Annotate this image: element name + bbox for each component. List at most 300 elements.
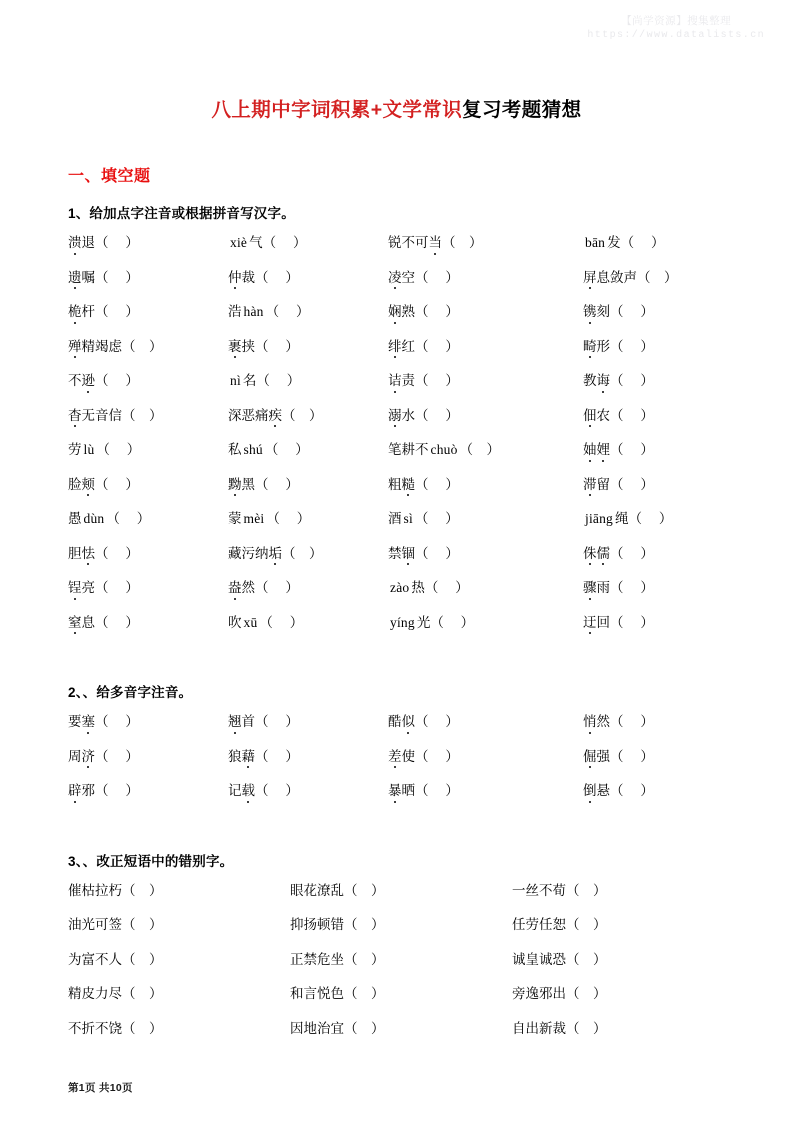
term-text: 形 (596, 338, 610, 354)
exercise-item (388, 616, 583, 630)
answer-blank[interactable]: （ ） (637, 269, 678, 285)
answer-blank[interactable]: （ ） (414, 511, 459, 526)
exercise-term (583, 305, 610, 319)
exercise-term (68, 581, 95, 595)
term-text: 热 (411, 580, 425, 595)
page-footer: 第1页 共10页 (68, 1082, 133, 1094)
exercise-item (228, 478, 388, 492)
answer-blank[interactable]: （ ） (415, 269, 459, 285)
answer-blank[interactable]: （ ） (95, 545, 139, 561)
answer-blank[interactable]: （ ） (415, 407, 459, 423)
exercise-item (388, 512, 583, 526)
exercise-term (388, 547, 415, 561)
answer-blank[interactable]: （ ） (620, 235, 665, 250)
exercise-term (68, 512, 106, 526)
exercise-term (512, 884, 566, 898)
exercise-term (68, 616, 95, 630)
term-text: 眼花潦乱 (290, 882, 344, 898)
term-text: 退 (81, 235, 95, 250)
term-text: 为富不人 (68, 951, 122, 967)
answer-blank[interactable]: （ ） (566, 1020, 607, 1036)
exercise-item (388, 271, 583, 285)
term-text: 正禁危坐 (290, 951, 344, 967)
term-text: 晒 (401, 783, 415, 798)
term-text: 酒 (388, 511, 402, 526)
answer-blank[interactable]: （ ） (415, 545, 459, 561)
emphasis-dotted-char: 屏 (583, 269, 597, 285)
exercise-term (68, 547, 95, 561)
emphasis-dotted-char: 佃 (583, 407, 597, 423)
pinyin-text: xiè (230, 235, 248, 250)
exercise-item (583, 271, 728, 285)
exercise-term (228, 512, 266, 526)
answer-blank[interactable]: （ ） (95, 614, 139, 630)
term-text: 杆 (81, 304, 95, 319)
term-text: 蒙 (228, 511, 242, 526)
term-text: 锐不可 (388, 235, 429, 250)
exercise-term (290, 987, 344, 1001)
exercise-item (228, 409, 388, 423)
term-text: 诚皇诚恐 (512, 951, 566, 967)
exercise-item (583, 409, 728, 423)
answer-blank[interactable]: （ ） (415, 304, 459, 319)
term-text: 责 (401, 373, 415, 388)
term-text: 周 (68, 748, 82, 764)
exercise-item (583, 512, 728, 526)
exercise-item (228, 305, 388, 319)
pinyin-text: nì (230, 373, 241, 388)
term-text: 藏污纳 (228, 545, 269, 561)
answer-blank[interactable]: （ ） (566, 951, 607, 967)
exercise-term (388, 374, 415, 388)
emphasis-dotted-char: 倒 (583, 783, 597, 798)
exercise-term (68, 1022, 122, 1036)
answer-blank[interactable]: （ ） (415, 783, 459, 798)
answer-blank[interactable]: （ ） (610, 304, 654, 319)
answer-blank[interactable]: （ ） (566, 882, 607, 898)
exercise-term (388, 236, 442, 250)
emphasis-dotted-char: 垢 (268, 545, 282, 561)
answer-blank[interactable]: （ ） (255, 269, 299, 285)
emphasis-dotted-char: 黝 (228, 476, 242, 492)
emphasis-dotted-char: 塞 (81, 714, 95, 729)
term-text: 裁 (241, 269, 255, 285)
answer-blank[interactable]: （ ） (610, 714, 654, 729)
pinyin-text: lù (83, 442, 95, 457)
answer-blank[interactable]: （ ） (610, 748, 654, 764)
term-text: 水 (401, 407, 415, 423)
answer-blank[interactable]: （ ） (122, 986, 163, 1001)
exercise-term (583, 547, 610, 561)
emphasis-dotted-char: 逊 (81, 373, 95, 388)
emphasis-dotted-char: 辟 (68, 783, 82, 798)
exercise-term (68, 987, 122, 1001)
exercise-item (228, 340, 388, 354)
answer-blank[interactable]: （ ） (610, 580, 654, 595)
answer-blank[interactable]: （ ） (344, 917, 385, 932)
exercise-item (228, 750, 388, 764)
emphasis-dotted-char: 仲 (228, 269, 242, 285)
answer-blank[interactable]: （ ） (566, 917, 607, 932)
exercise-item (583, 547, 728, 561)
document-content (68, 163, 728, 1035)
exercise-term (388, 340, 415, 354)
exercise-item (68, 784, 228, 798)
answer-blank[interactable]: （ ） (266, 511, 311, 526)
answer-blank[interactable]: （ ） (95, 748, 139, 764)
term-text: 自出新裁 (512, 1020, 566, 1036)
exercise-item (512, 1022, 728, 1036)
answer-blank[interactable]: （ ） (430, 614, 475, 630)
exercise-term (68, 884, 122, 898)
emphasis-dotted-char: 遗 (68, 269, 82, 285)
term-text: 绳 (615, 511, 629, 526)
emphasis-dotted-char: 窒 (68, 614, 82, 630)
emphasis-dotted-char: 溃 (68, 235, 82, 250)
answer-blank[interactable]: （ ） (122, 338, 163, 354)
exercise-item (388, 547, 583, 561)
exercise-term (228, 715, 255, 729)
exercise-item (388, 443, 583, 457)
exercise-item (583, 478, 728, 492)
answer-blank[interactable]: （ ） (96, 442, 141, 457)
exercise-term (388, 443, 460, 457)
answer-blank[interactable]: （ ） (255, 783, 299, 798)
exercise-item (512, 953, 728, 967)
answer-blank[interactable]: （ ） (415, 714, 459, 729)
term-text: 光 (416, 614, 431, 630)
answer-blank[interactable]: （ ） (122, 1020, 163, 1036)
answer-blank[interactable]: （ ） (415, 748, 459, 764)
term-text: 笔耕不 (388, 442, 429, 457)
term-text: 粗 (388, 476, 402, 492)
exercise-term (388, 784, 415, 798)
answer-blank[interactable]: （ ） (122, 407, 163, 423)
term-text: 使 (401, 748, 415, 764)
section-heading-fill-in-blank: 一、填空题 (68, 168, 151, 185)
answer-blank[interactable]: （ ） (628, 511, 673, 526)
pinyin-text: sì (403, 511, 413, 526)
answer-blank[interactable]: （ ） (255, 748, 299, 764)
exercise-item (388, 305, 583, 319)
exercise-item (68, 271, 228, 285)
exercise-term (228, 271, 255, 285)
exercise-term (68, 443, 96, 457)
answer-blank[interactable]: （ ） (282, 545, 323, 561)
exercise-item (228, 512, 388, 526)
exercise-term (512, 1022, 566, 1036)
term-text: 旁逸邪出 (512, 986, 566, 1001)
emphasis-dotted-char: 当 (428, 235, 442, 250)
exercise-item (583, 305, 728, 319)
emphasis-dotted-char: 凌 (388, 269, 402, 285)
exercise-term (583, 581, 610, 595)
exercise-term (388, 616, 430, 630)
pinyin-text: xū (243, 614, 258, 630)
answer-blank[interactable]: （ ） (262, 235, 307, 250)
emphasis-dotted-char: 绯 (388, 338, 402, 354)
answer-blank[interactable]: （ ） (264, 442, 309, 457)
answer-blank[interactable]: （ ） (415, 373, 459, 388)
answer-blank[interactable]: （ ） (255, 476, 299, 492)
exercise-item (583, 374, 728, 388)
answer-blank[interactable]: （ ） (106, 511, 151, 526)
exercise-term (228, 616, 259, 630)
exercise-item (228, 581, 388, 595)
exercise-item (68, 581, 228, 595)
term-text: 留 (596, 476, 610, 492)
answer-blank[interactable]: （ ） (255, 714, 299, 729)
answer-blank[interactable]: （ ） (415, 338, 459, 354)
exercise-term (68, 953, 122, 967)
term-text: 嘱 (81, 269, 95, 285)
term-text: 强 (596, 748, 610, 764)
exercise-item (388, 581, 583, 595)
exercise-item (228, 715, 388, 729)
exercise-item (228, 443, 388, 457)
exercise-term (228, 784, 255, 798)
exercise-item (290, 1022, 512, 1036)
exercise-term (228, 750, 255, 764)
term-text: 愚 (68, 511, 82, 526)
term-text: 悬 (596, 783, 610, 798)
exercise-term (583, 443, 610, 457)
exercise-term (583, 512, 629, 526)
exercise-item (228, 271, 388, 285)
answer-blank[interactable]: （ ） (122, 951, 163, 967)
question-3-heading: 3、、改正短语中的错别字。 (68, 853, 234, 869)
emphasis-dotted-char: 殚 (68, 338, 82, 354)
exercise-item (290, 884, 512, 898)
term-text: 禁 (388, 545, 402, 561)
exercise-term (68, 478, 95, 492)
answer-blank[interactable]: （ ） (610, 373, 654, 388)
exercise-item (388, 409, 583, 423)
emphasis-dotted-char: 儒 (596, 545, 610, 561)
answer-blank[interactable]: （ ） (122, 882, 163, 898)
answer-blank[interactable]: （ ） (95, 476, 139, 492)
answer-blank[interactable]: （ ） (610, 442, 654, 457)
answer-blank[interactable]: （ ） (95, 304, 139, 319)
answer-blank[interactable]: （ ） (95, 269, 139, 285)
answer-blank[interactable]: （ ） (344, 882, 385, 898)
exercise-term (228, 409, 282, 423)
exercise-term (583, 409, 610, 423)
exercise-item (68, 884, 290, 898)
term-text: 深恶痛 (228, 407, 269, 423)
answer-blank[interactable]: （ ） (122, 917, 163, 932)
question-2-heading: 2、、给多音字注音。 (68, 685, 193, 700)
exercise-term (583, 784, 610, 798)
question-1-grid (68, 236, 728, 629)
exercise-item (388, 236, 583, 250)
term-text: 熟 (401, 304, 415, 319)
exercise-item (228, 547, 388, 561)
answer-blank[interactable]: （ ） (610, 338, 654, 354)
answer-blank[interactable]: （ ） (610, 407, 654, 423)
emphasis-dotted-char: 翘 (228, 714, 242, 729)
emphasis-dotted-char: 暴 (388, 783, 402, 798)
answer-blank[interactable]: （ ） (610, 545, 654, 561)
exercise-term (290, 918, 344, 932)
exercise-item (68, 547, 228, 561)
term-text: 和言悦色 (290, 986, 344, 1001)
exercise-term (583, 271, 637, 285)
exercise-term (68, 374, 95, 388)
exercise-item (388, 340, 583, 354)
answer-blank[interactable]: （ ） (259, 614, 304, 630)
term-text: 然 (596, 714, 610, 729)
term-text: 名 (242, 373, 257, 388)
exercise-term (68, 750, 95, 764)
exercise-term (68, 236, 95, 250)
exercise-term (388, 409, 415, 423)
emphasis-dotted-char: 盎 (228, 580, 242, 595)
answer-blank[interactable]: （ ） (95, 235, 139, 250)
term-text: 一丝不荀 (512, 882, 566, 898)
term-text: 雨 (596, 580, 610, 595)
term-text: 农 (596, 407, 610, 423)
exercise-item (68, 236, 228, 250)
answer-blank[interactable]: （ ） (256, 373, 301, 388)
answer-blank[interactable]: （ ） (255, 580, 299, 595)
answer-blank[interactable]: （ ） (344, 951, 385, 967)
exercise-item (583, 784, 728, 798)
exercise-item (388, 715, 583, 729)
term-text: 油光可签 (68, 917, 122, 932)
emphasis-dotted-char: 娌 (596, 442, 610, 457)
emphasis-dotted-char: 迂 (583, 614, 597, 630)
answer-blank[interactable]: （ ） (344, 1020, 385, 1036)
pinyin-text: chuò (430, 442, 458, 457)
exercise-term (68, 715, 95, 729)
exercise-item (68, 616, 228, 630)
term-text: 私 (228, 442, 242, 457)
term-text: 红 (401, 338, 415, 354)
term-text: 要 (68, 714, 82, 729)
exercise-item (68, 1022, 290, 1036)
exercise-item (388, 784, 583, 798)
emphasis-dotted-char: 畸 (583, 338, 597, 354)
term-text: 空 (401, 269, 415, 285)
exercise-item (583, 581, 728, 595)
exercise-term (228, 340, 255, 354)
page-title-black: 复习考题猜想 (462, 99, 582, 121)
exercise-item (68, 374, 228, 388)
emphasis-dotted-char: 疾 (268, 407, 282, 423)
watermark-source-label: 【尚学资源】搜集整理 (621, 15, 732, 27)
term-text: 精皮力尽 (68, 986, 122, 1001)
emphasis-dotted-char: 怯 (81, 545, 95, 561)
exercise-term (290, 953, 344, 967)
exercise-item (68, 987, 290, 1001)
term-text: 刻 (596, 304, 610, 319)
term-text: 胆 (68, 545, 82, 561)
answer-blank[interactable]: （ ） (95, 580, 139, 595)
emphasis-dotted-char: 妯 (583, 442, 597, 457)
exercise-term (68, 271, 95, 285)
exercise-term (583, 236, 621, 250)
answer-blank[interactable]: （ ） (255, 338, 299, 354)
term-text: 脸 (68, 476, 82, 492)
emphasis-dotted-char: 滞 (583, 476, 597, 492)
exercise-term (583, 478, 610, 492)
exercise-term (388, 512, 415, 526)
answer-blank[interactable]: （ ） (95, 714, 139, 729)
term-text: 教 (583, 373, 597, 388)
exercise-item (512, 987, 728, 1001)
term-text: 回 (596, 614, 610, 630)
exercise-item (68, 443, 228, 457)
answer-blank[interactable]: （ ） (610, 614, 654, 630)
answer-blank[interactable]: （ ） (344, 986, 385, 1001)
exercise-term (388, 478, 415, 492)
term-text: 发 (607, 235, 621, 250)
answer-blank[interactable]: （ ） (442, 235, 483, 250)
exercise-item (290, 987, 512, 1001)
term-text: 记 (228, 783, 242, 798)
exercise-term (228, 443, 265, 457)
answer-blank[interactable]: （ ） (415, 476, 459, 492)
answer-blank[interactable]: （ ） (282, 407, 323, 423)
exercise-term (228, 236, 263, 250)
answer-blank[interactable]: （ ） (95, 783, 139, 798)
exercise-item (68, 953, 290, 967)
term-text: 浩 (228, 304, 242, 319)
term-text: 邪 (81, 783, 95, 798)
exercise-term (583, 374, 610, 388)
answer-blank[interactable]: （ ） (610, 783, 654, 798)
term-text: 挟 (241, 338, 255, 354)
answer-blank[interactable]: （ ） (566, 986, 607, 1001)
exercise-item (228, 374, 388, 388)
exercise-term (68, 784, 95, 798)
answer-blank[interactable]: （ ） (265, 304, 310, 319)
exercise-term (68, 918, 122, 932)
exercise-item (583, 236, 728, 250)
exercise-item (583, 616, 728, 630)
answer-blank[interactable]: （ ） (424, 580, 469, 595)
answer-blank[interactable]: （ ） (610, 476, 654, 492)
exercise-item (68, 715, 228, 729)
exercise-item (68, 750, 228, 764)
exercise-term (583, 715, 610, 729)
exercise-item (388, 374, 583, 388)
emphasis-dotted-char: 诲 (596, 373, 610, 388)
pinyin-text: hàn (243, 304, 264, 319)
exercise-term (68, 340, 122, 354)
exercise-term (512, 918, 566, 932)
exercise-term (228, 305, 266, 319)
emphasis-dotted-char: 裹 (228, 338, 242, 354)
emphasis-dotted-char: 糙 (401, 476, 415, 492)
exercise-term (290, 1022, 344, 1036)
answer-blank[interactable]: （ ） (95, 373, 139, 388)
exercise-term (512, 953, 566, 967)
term-text: 气 (249, 235, 263, 250)
term-text: 精竭虑 (81, 338, 122, 354)
exercise-item (388, 750, 583, 764)
term-text: 首 (241, 714, 255, 729)
emphasis-dotted-char: 载 (241, 783, 255, 798)
exercise-item (68, 478, 228, 492)
exercise-item (583, 715, 728, 729)
exercise-term (583, 616, 610, 630)
exercise-term (228, 374, 256, 388)
emphasis-dotted-char: 溺 (388, 407, 402, 423)
answer-blank[interactable]: （ ） (459, 442, 501, 457)
exercise-item (290, 953, 512, 967)
